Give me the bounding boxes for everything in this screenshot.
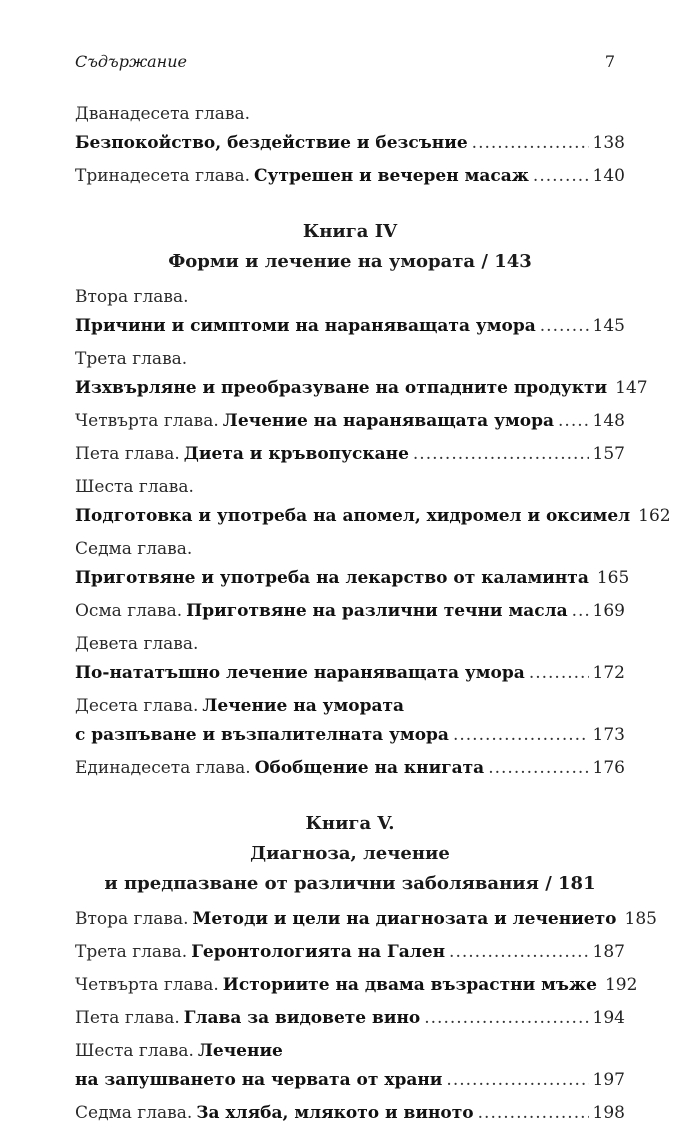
chapter-label: Шеста глава. bbox=[75, 1041, 194, 1061]
chapter-title: Сутрешен и вечерен масаж bbox=[254, 166, 529, 186]
toc-line bbox=[75, 564, 630, 593]
chapter-label: Седма глава. bbox=[75, 539, 193, 559]
chapter-label: Пета глава. bbox=[75, 1008, 180, 1028]
toc-entry bbox=[75, 100, 625, 158]
chapter-label: Седма глава. bbox=[75, 1103, 193, 1123]
toc-entry bbox=[75, 1037, 625, 1095]
dot-leader bbox=[478, 1099, 589, 1128]
toc-line bbox=[75, 345, 625, 374]
chapter-label: Четвърта глава. bbox=[75, 975, 219, 995]
book-heading: Книга V. bbox=[305, 813, 395, 834]
toc-entry bbox=[75, 283, 625, 341]
dot-leader bbox=[472, 129, 589, 158]
toc-line bbox=[75, 1099, 625, 1128]
chapter-page: 147 bbox=[615, 378, 648, 398]
chapter-title: Глава за видовете вино bbox=[183, 1008, 421, 1028]
chapter-title: Приготвяне и употреба на лекарство от каламинта bbox=[75, 568, 589, 588]
chapter-title: Причини и симптоми на нараняващата умора bbox=[75, 316, 536, 336]
toc-line bbox=[75, 473, 625, 502]
section-gap bbox=[75, 195, 625, 217]
book-subtitle: Диагноза, лечение bbox=[250, 843, 450, 864]
book-heading: Книга IV bbox=[302, 221, 398, 242]
chapter-title: За хляба, млякото и виното bbox=[196, 1103, 474, 1123]
toc-entry bbox=[75, 971, 638, 1000]
toc-line bbox=[75, 971, 638, 1000]
dot-leader bbox=[449, 938, 589, 967]
chapter-label: Дванадесета глава. bbox=[75, 104, 250, 124]
chapter-label: Девета глава. bbox=[75, 634, 199, 654]
toc-entry bbox=[75, 905, 657, 934]
toc-entry bbox=[75, 473, 671, 531]
toc-line bbox=[75, 162, 625, 191]
toc-line bbox=[75, 754, 625, 783]
chapter-page: 198 bbox=[592, 1103, 625, 1123]
chapter-label: Шеста глава. bbox=[75, 477, 194, 497]
toc-line bbox=[75, 129, 625, 158]
chapter-page: 138 bbox=[592, 133, 625, 153]
chapter-page: 197 bbox=[592, 1070, 625, 1090]
chapter-page: 162 bbox=[638, 506, 671, 526]
dot-leader bbox=[446, 1066, 588, 1095]
table-of-contents bbox=[75, 100, 671, 1132]
chapter-page: 176 bbox=[592, 758, 625, 778]
running-title: Съдържание bbox=[75, 52, 187, 71]
toc-entry bbox=[75, 692, 625, 750]
chapter-page: 187 bbox=[592, 942, 625, 962]
dot-leader bbox=[540, 312, 589, 341]
toc-line bbox=[75, 502, 671, 531]
chapter-page: 140 bbox=[592, 166, 625, 186]
chapter-title: Геронтологията на Гален bbox=[191, 942, 446, 962]
toc-entry bbox=[75, 345, 648, 403]
toc-entry bbox=[75, 440, 625, 469]
chapter-label: Осма глава. bbox=[75, 601, 183, 621]
chapter-title: Приготвяне на различни течни масла bbox=[186, 601, 568, 621]
dot-leader bbox=[413, 440, 589, 469]
dot-leader bbox=[529, 659, 589, 688]
chapter-label: Пета глава. bbox=[75, 444, 180, 464]
dot-leader bbox=[572, 597, 589, 626]
toc-line bbox=[75, 938, 625, 967]
chapter-title: Обобщение на книгата bbox=[254, 758, 485, 778]
chapter-title: Безпокойство, бездействие и безсъние bbox=[75, 133, 468, 153]
running-header bbox=[75, 52, 615, 76]
chapter-page: 169 bbox=[592, 601, 625, 621]
toc-entry bbox=[75, 162, 625, 191]
toc-line bbox=[75, 597, 625, 626]
chapter-title-cont: на запушването на червата от храни bbox=[75, 1070, 443, 1090]
chapter-title: Лечение на нараняващата умора bbox=[222, 411, 555, 431]
chapter-page: 173 bbox=[592, 725, 625, 745]
chapter-page: 148 bbox=[592, 411, 625, 431]
chapter-page: 157 bbox=[592, 444, 625, 464]
toc-line bbox=[75, 535, 625, 564]
chapter-label: Втора глава. bbox=[75, 287, 189, 307]
chapter-title: Лечение на умората bbox=[202, 696, 405, 716]
chapter-page: 172 bbox=[592, 663, 625, 683]
toc-line bbox=[75, 905, 657, 934]
dot-leader bbox=[453, 721, 589, 750]
dot-leader bbox=[533, 162, 589, 191]
toc-entry bbox=[75, 535, 630, 593]
toc-line bbox=[75, 312, 625, 341]
toc-line bbox=[75, 283, 625, 312]
toc-line bbox=[75, 630, 625, 659]
chapter-label: Втора глава. bbox=[75, 909, 189, 929]
toc-line bbox=[75, 440, 625, 469]
chapter-label: Трета глава. bbox=[75, 349, 188, 369]
chapter-page: 185 bbox=[624, 909, 657, 929]
toc-entry bbox=[75, 407, 625, 436]
toc-entry bbox=[75, 754, 625, 783]
page-number: 7 bbox=[604, 52, 615, 71]
chapter-title: Подготовка и употреба на апомел, хидромел и оксимел bbox=[75, 506, 631, 526]
dot-leader bbox=[424, 1004, 588, 1033]
dot-leader bbox=[558, 407, 589, 436]
chapter-label: Единадесета глава. bbox=[75, 758, 251, 778]
chapter-label: Трета глава. bbox=[75, 942, 188, 962]
toc-entry bbox=[75, 1099, 625, 1128]
chapter-title: Методи и цели на диагнозата и лечението bbox=[192, 909, 617, 929]
toc-line bbox=[75, 659, 625, 688]
book-subtitle: Форми и лечение на умората / 143 bbox=[168, 251, 532, 272]
toc-line bbox=[75, 1037, 625, 1066]
dot-leader bbox=[488, 754, 588, 783]
toc-line bbox=[75, 692, 625, 721]
toc-line bbox=[75, 721, 625, 750]
chapter-title-cont: с разпъване и възпалителната умора bbox=[75, 725, 449, 745]
chapter-title: Историите на двама възрастни мъже bbox=[222, 975, 597, 995]
book-subtitle: и предпазване от различни заболявания / 181 bbox=[104, 873, 596, 894]
section-gap bbox=[75, 787, 625, 809]
toc-line bbox=[75, 1066, 625, 1095]
toc-line bbox=[75, 1004, 625, 1033]
chapter-label: Четвърта глава. bbox=[75, 411, 219, 431]
toc-entry bbox=[75, 938, 625, 967]
chapter-title: По-нататъшно лечение нараняващата умора bbox=[75, 663, 525, 683]
chapter-label: Тринадесета глава. bbox=[75, 166, 251, 186]
chapter-title: Изхвърляне и преобразуване на отпадните продукти bbox=[75, 378, 608, 398]
toc-entry bbox=[75, 630, 625, 688]
toc-line bbox=[75, 374, 648, 403]
chapter-page: 165 bbox=[596, 568, 630, 588]
toc-entry bbox=[75, 1004, 625, 1033]
toc-entry bbox=[75, 597, 625, 626]
chapter-page: 145 bbox=[592, 316, 625, 336]
chapter-page: 192 bbox=[604, 975, 638, 995]
toc-line bbox=[75, 407, 625, 436]
toc-line bbox=[75, 100, 625, 129]
chapter-title: Лечение bbox=[197, 1041, 283, 1061]
chapter-title: Диета и кръвопускане bbox=[183, 444, 409, 464]
chapter-page: 194 bbox=[592, 1008, 625, 1028]
chapter-label: Десета глава. bbox=[75, 696, 199, 716]
